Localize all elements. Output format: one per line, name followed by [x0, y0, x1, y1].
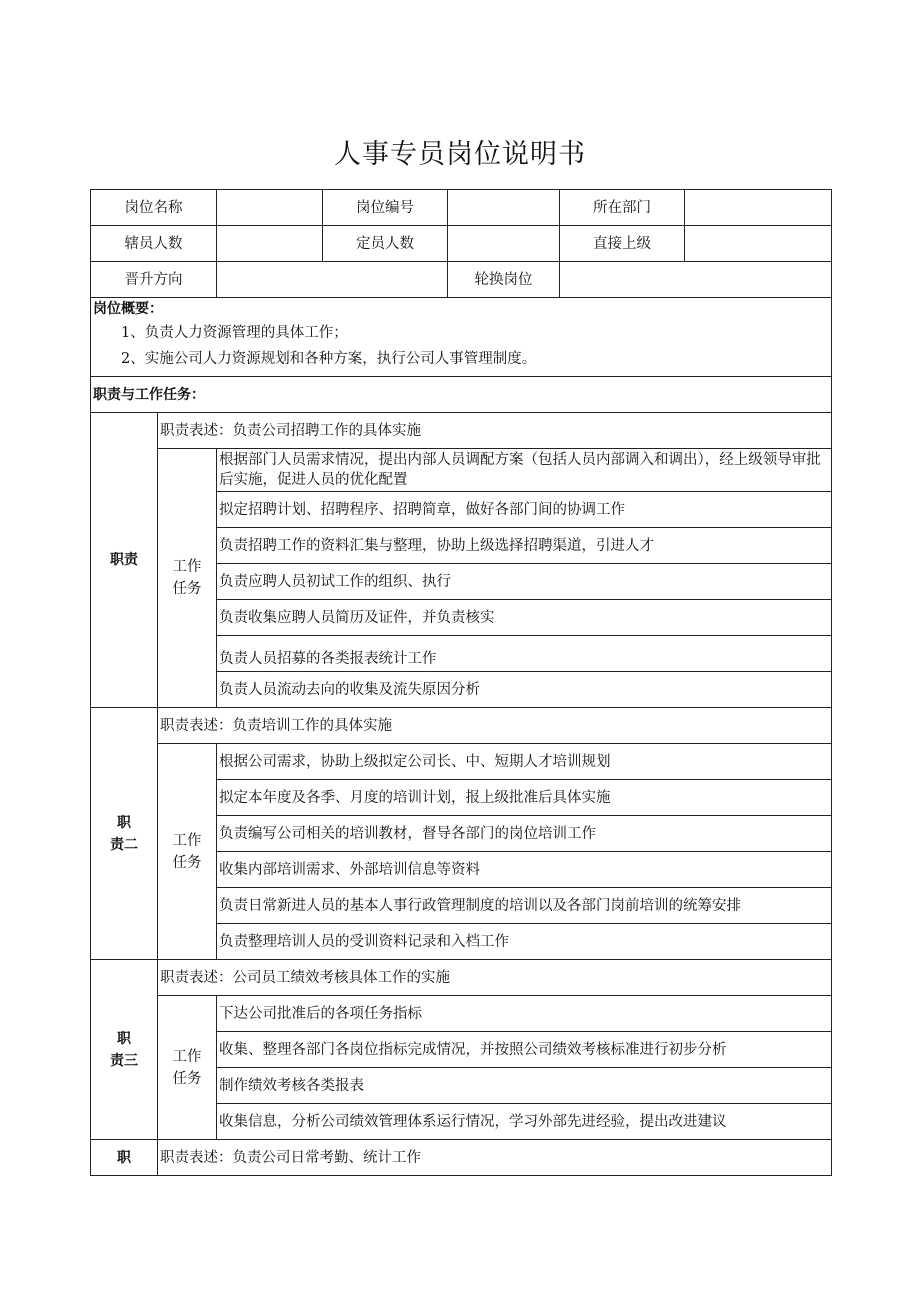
header-label: 所在部门: [560, 190, 685, 226]
header-value: [685, 190, 832, 226]
header-label: 定员人数: [323, 226, 448, 262]
header-label: 岗位名称: [91, 190, 217, 226]
header-value: [217, 262, 448, 298]
duty1-task: 负责应聘人员初试工作的组织、执行: [217, 564, 832, 600]
duty2-task: 根据公司需求，协助上级拟定公司长、中、短期人才培训规划: [217, 744, 832, 780]
header-label: 辖员人数: [91, 226, 217, 262]
header-row-3: [91, 262, 832, 298]
duty1-task: 拟定招聘计划、招聘程序、招聘简章，做好各部门间的协调工作: [217, 492, 832, 528]
header-row-2: [91, 226, 832, 262]
duties-label-row: [91, 377, 832, 413]
table-row: [91, 449, 832, 492]
duties-label: 职责与工作任务：: [91, 377, 832, 413]
task-label: 工作 任务: [158, 744, 217, 960]
duty1-task: 负责人员流动去向的收集及流失原因分析: [217, 672, 832, 708]
task-label: 工作 任务: [158, 449, 217, 708]
header-label: 晋升方向: [91, 262, 217, 298]
duty2-task: 负责整理培训人员的受训资料记录和入档工作: [217, 924, 832, 960]
header-label: 轮换岗位: [448, 262, 560, 298]
duty3-task: 下达公司批准后的各项任务指标: [217, 996, 832, 1032]
duty3-description-row: [91, 960, 832, 996]
duty2-description: 职责表述：负责培训工作的具体实施: [158, 708, 832, 744]
header-label: 岗位编号: [323, 190, 448, 226]
duty1-description-row: [91, 413, 832, 449]
duty3-task: 制作绩效考核各类报表: [217, 1068, 832, 1104]
task-label: 工作 任务: [158, 996, 217, 1140]
duty4-description: 职责表述：负责公司日常考勤、统计工作: [158, 1140, 832, 1176]
duty2-task: 负责日常新进人员的基本人事行政管理制度的培训以及各部门岗前培训的统筹安排: [217, 888, 832, 924]
duty4-description-row: [91, 1140, 832, 1176]
duty1-task: 负责收集应聘人员简历及证件，并负责核实: [217, 600, 832, 636]
header-value: [217, 226, 323, 262]
duty4-label: 职: [91, 1140, 158, 1176]
duty2-task: 拟定本年度及各季、月度的培训计划，报上级批准后具体实施: [217, 780, 832, 816]
page-title: 人事专员岗位说明书: [334, 139, 586, 170]
duty1-task: 负责人员招募的各类报表统计工作: [217, 636, 832, 672]
duty3-task: 收集信息，分析公司绩效管理体系运行情况，学习外部先进经验，提出改进建议: [217, 1104, 832, 1140]
header-value: [448, 190, 560, 226]
table-row: [91, 744, 832, 780]
table-row: [91, 996, 832, 1032]
duty1-label: 职责: [91, 413, 158, 708]
job-description-table: [90, 189, 832, 1176]
header-label: 直接上级: [560, 226, 685, 262]
duty2-description-row: [91, 708, 832, 744]
duty1-description: 职责表述：负责公司招聘工作的具体实施: [158, 413, 832, 449]
header-value: [217, 190, 323, 226]
header-row-1: [91, 190, 832, 226]
duty2-label: 职 责二: [91, 708, 158, 960]
summary-item: 1、负责人力资源管理的具体工作；: [121, 325, 348, 341]
duty3-task: 收集、整理各部门各岗位指标完成情况，并按照公司绩效考核标准进行初步分析: [217, 1032, 832, 1068]
summary-label: 岗位概要：: [93, 301, 163, 317]
duty2-task: 收集内部培训需求、外部培训信息等资料: [217, 852, 832, 888]
duty3-description: 职责表述：公司员工绩效考核具体工作的实施: [158, 960, 832, 996]
header-value: [685, 226, 832, 262]
duty2-task: 负责编写公司相关的培训教材，督导各部门的岗位培训工作: [217, 816, 832, 852]
summary-row: [91, 298, 832, 377]
summary-item: 2、实施公司人力资源规划和各种方案，执行公司人事管理制度。: [121, 351, 537, 367]
header-value: [560, 262, 832, 298]
duty1-task: 根据部门人员需求情况，提出内部人员调配方案（包括人员内部调入和调出），经上级领导审批后实施，促进人员的优化配置: [217, 449, 832, 492]
duty3-label: 职 责三: [91, 960, 158, 1140]
header-value: [448, 226, 560, 262]
duty1-task: 负责招聘工作的资料汇集与整理，协助上级选择招聘渠道，引进人才: [217, 528, 832, 564]
